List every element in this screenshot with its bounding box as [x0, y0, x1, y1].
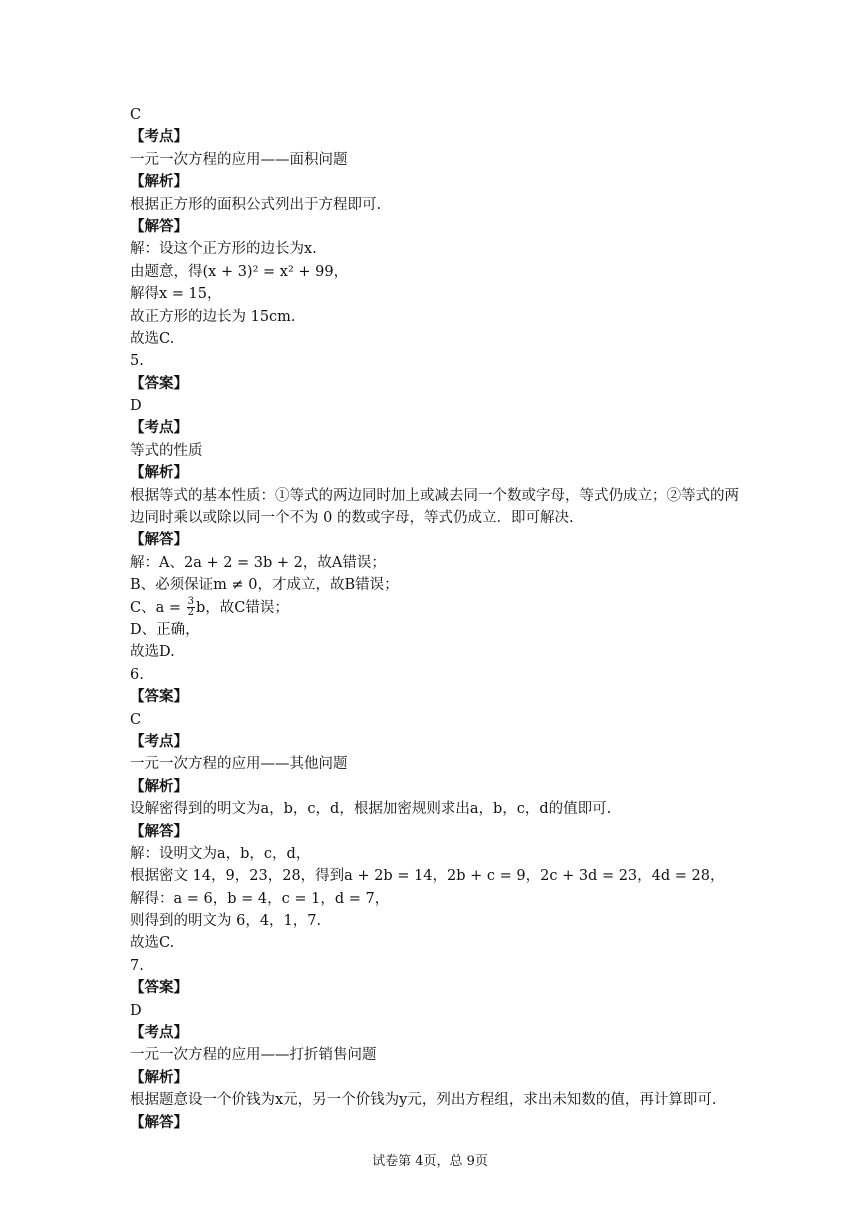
q6-number: 6.	[130, 666, 144, 683]
q6-answer: C	[130, 711, 142, 728]
q5-number: 5.	[130, 353, 144, 370]
q7-jieda-tag: 【解答】	[130, 1113, 188, 1131]
answer-content	[130, 104, 740, 1134]
q5-kaodian-tag: 【考点】	[130, 419, 188, 437]
q5-solution-line-3	[130, 597, 740, 619]
q4-solution-line-2: 由题意，得(x + 3)² = x² + 99，	[130, 263, 349, 280]
q5-answer: D	[130, 398, 142, 415]
q5-jiexi: 根据等式的基本性质：①等式的两边同时加上或减去同一个数或字母，等式仍成立；②等式的两边同时乘以或除以同一个不为 0 的数或字母，等式仍成立．即可解决.	[130, 487, 739, 527]
q5-line-3-prefix: C、a =	[130, 599, 186, 616]
q5-jieda-tag: 【解答】	[130, 531, 188, 549]
q4-jieda-tag: 【解答】	[130, 217, 188, 235]
q4-solution-line-4: 故正方形的边长为 15cm.	[130, 308, 296, 325]
fraction	[187, 597, 195, 618]
q4-solution-line-5: 故选C.	[130, 330, 175, 347]
q6-solution-line-2: 根据密文 14，9，23，28，得到a + 2b = 14，2b + c = 9，2c + 3d = 23，4d = 28，	[130, 868, 725, 885]
fraction-numerator: 3	[187, 596, 194, 608]
q7-number: 7.	[130, 957, 144, 974]
q4-jiexi: 根据正方形的面积公式列出于方程即可.	[130, 196, 382, 213]
q6-answer-tag: 【答案】	[130, 688, 188, 706]
q6-jieda-tag: 【解答】	[130, 822, 188, 840]
fraction-denominator: 2	[187, 607, 194, 619]
q7-kaodian-tag: 【考点】	[130, 1024, 188, 1042]
q4-kaodian-tag: 【考点】	[130, 128, 188, 146]
q5-jiexi-tag: 【解析】	[130, 464, 188, 482]
q6-solution-line-3: 解得：a = 6，b = 4，c = 1，d = 7，	[130, 890, 390, 907]
q4-solution-line-3: 解得x = 15，	[130, 286, 222, 303]
q4-solution-line-1: 解：设这个正方形的边长为x.	[130, 241, 317, 258]
q6-jiexi-tag: 【解析】	[130, 777, 188, 795]
q5-solution-line-5: 故选D.	[130, 644, 175, 661]
q6-solution-line-1: 解：设明文为a，b，c，d，	[130, 845, 311, 862]
q5-answer-tag: 【答案】	[130, 374, 188, 392]
q5-kaodian: 等式的性质	[130, 442, 203, 459]
q6-kaodian: 一元一次方程的应用——其他问题	[130, 756, 348, 773]
q6-kaodian-tag: 【考点】	[130, 732, 188, 750]
q7-answer-tag: 【答案】	[130, 979, 188, 997]
q4-answer: C	[130, 107, 142, 123]
q5-solution-line-4: D、正确，	[130, 622, 200, 639]
q6-solution-line-5: 故选C.	[130, 935, 175, 952]
q6-solution-line-4: 则得到的明文为 6，4，1，7.	[130, 913, 322, 930]
q4-jiexi-tag: 【解析】	[130, 173, 188, 191]
q7-jiexi-tag: 【解析】	[130, 1068, 188, 1086]
q7-jiexi: 根据题意设一个价钱为x元，另一个价钱为y元，列出方程组，求出未知数的值，再计算即可.	[130, 1092, 717, 1109]
page-footer: 试卷第 4页，总 9页	[372, 1154, 488, 1169]
q6-jiexi: 设解密得到的明文为a，b，c，d，根据加密规则求出a，b，c，d的值即可.	[130, 801, 612, 818]
q5-solution-line-2: B、必须保证m ≠ 0，才成立，故B错误；	[130, 577, 399, 594]
q7-answer: D	[130, 1002, 142, 1019]
q7-kaodian: 一元一次方程的应用——打折销售问题	[130, 1047, 377, 1064]
q5-line-3-suffix: b，故C错误；	[195, 599, 289, 616]
q5-solution-line-1: 解：A、2a + 2 = 3b + 2，故A错误；	[130, 554, 386, 571]
q4-kaodian: 一元一次方程的应用——面积问题	[130, 151, 348, 168]
